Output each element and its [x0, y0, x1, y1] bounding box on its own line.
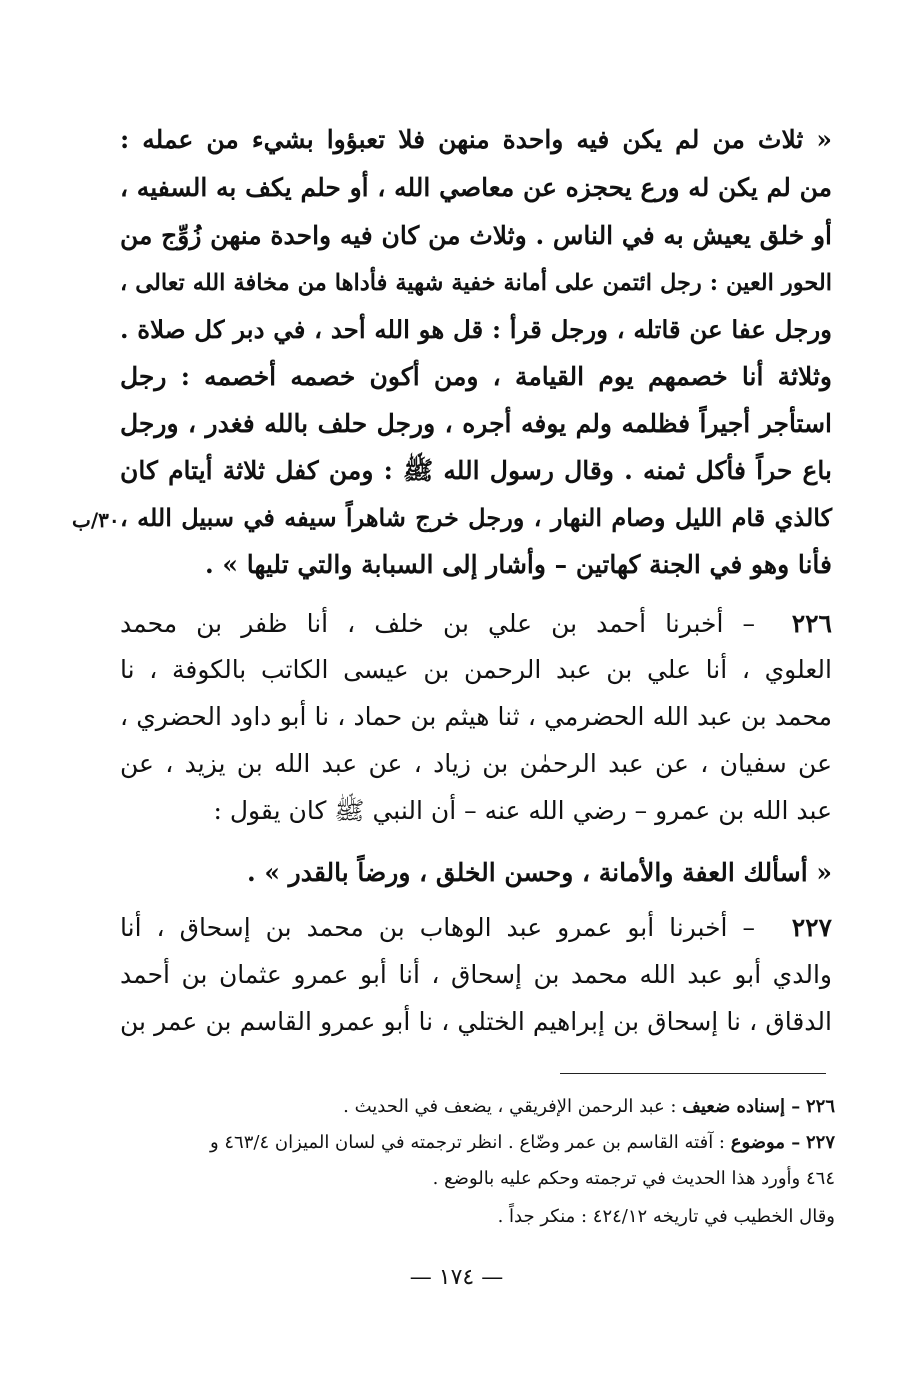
footnote-separator: [560, 1073, 826, 1074]
body-line: أو خلق يعيش به في الناس . وثلاث من كان فيه واحدة منهن زُوِّج من: [120, 221, 832, 250]
hadith-226-number: ٢٢٦: [791, 609, 832, 638]
body-line: الدقاق ، نا إسحاق بن إبراهيم الختلي ، نا أبو عمرو القاسم بن عمر بن: [120, 1007, 832, 1036]
body-line: محمد بن عبد الله الحضرمي ، ثنا هيثم بن حماد ، نا أبو داود الحضري ،: [120, 702, 832, 731]
body-line: كالذي قام الليل وصام النهار ، ورجل خرج شاهراً سيفه في سبيل الله ،: [120, 503, 832, 532]
body-line: عبد الله بن عمرو – رضي الله عنه – أن النبي ﷺ كان يقول :: [213, 796, 832, 825]
page-number: — ١٧٤ —: [409, 1265, 504, 1290]
footnote-label: – إسناده ضعيف: [682, 1096, 801, 1117]
footnote-text: : عبد الرحمن الإفريقي ، يضعف في الحديث .: [343, 1096, 677, 1117]
footnote-number: ٢٢٧: [805, 1132, 835, 1153]
hadith-226-line: – أخبرنا أحمد بن علي بن خلف ، أنا ظفر بن محمد: [120, 609, 755, 638]
margin-folio-note: ٣٠/ب: [72, 508, 120, 532]
body-line: من لم يكن له ورع يحجزه عن معاصي الله ، أو حلم يكف به السفيه ،: [120, 173, 832, 202]
body-line: والدي أبو عبد الله محمد بن إسحاق ، أنا أبو عمرو عثمان بن أحمد: [120, 960, 832, 989]
body-line: وثلاثة أنا خصمهم يوم القيامة ، ومن أكون خصمه أخصمه : رجل: [120, 362, 832, 391]
footnote-line: وقال الخطيب في تاريخه ٤٢٤/١٢ : منكر جداً .: [497, 1206, 835, 1227]
body-line: الحور العين : رجل ائتمن على أمانة خفية شهية فأداها من مخافة الله تعالى ،: [120, 270, 832, 296]
footnote-226: [130, 1092, 835, 1122]
footnote-number: ٢٢٦: [805, 1096, 835, 1117]
body-line: عن سفيان ، عن عبد الرحمٰن بن زياد ، عن عبد الله بن يزيد ، عن: [120, 749, 832, 778]
body-line: العلوي ، أنا علي بن عبد الرحمن بن عيسى الكاتب بالكوفة ، نا: [120, 655, 832, 684]
footnote-227: [82, 1128, 835, 1158]
body-line: « ثلاث من لم يكن فيه واحدة منهن فلا تعبؤوا بشيء من عمله :: [120, 125, 832, 154]
hadith-227-line: – أخبرنا أبو عمرو عبد الوهاب بن محمد بن إسحاق ، أنا: [120, 913, 755, 942]
body-line: ورجل عفا عن قاتله ، ورجل قرأ : قل هو الله أحد ، في دبر كل صلاة .: [120, 315, 832, 344]
footnote-label: – موضوع: [730, 1132, 801, 1153]
body-line: استأجر أجيراً فظلمه ولم يوفه أجره ، ورجل حلف بالله فغدر ، ورجل: [120, 409, 832, 438]
footnote-text: : آفته القاسم بن عمر وضّاع . انظر ترجمته في لسان الميزان ٤٦٣/٤ و: [209, 1132, 725, 1153]
hadith-227-number: ٢٢٧: [791, 913, 832, 942]
hadith-226-quote: « أسألك العفة والأمانة ، وحسن الخلق ، ورضاً بالقدر » .: [246, 858, 832, 887]
footnote-line: ٤٦٤ وأورد هذا الحديث في ترجمته وحكم عليه بالوضع .: [432, 1168, 835, 1189]
body-line: باع حراً فأكل ثمنه . وقال رسول الله ﷺ : ومن كفل ثلاثة أيتام كان: [120, 456, 832, 485]
body-line: فأنا وهو في الجنة كهاتين – وأشار إلى السبابة والتي تليها » .: [205, 550, 832, 579]
